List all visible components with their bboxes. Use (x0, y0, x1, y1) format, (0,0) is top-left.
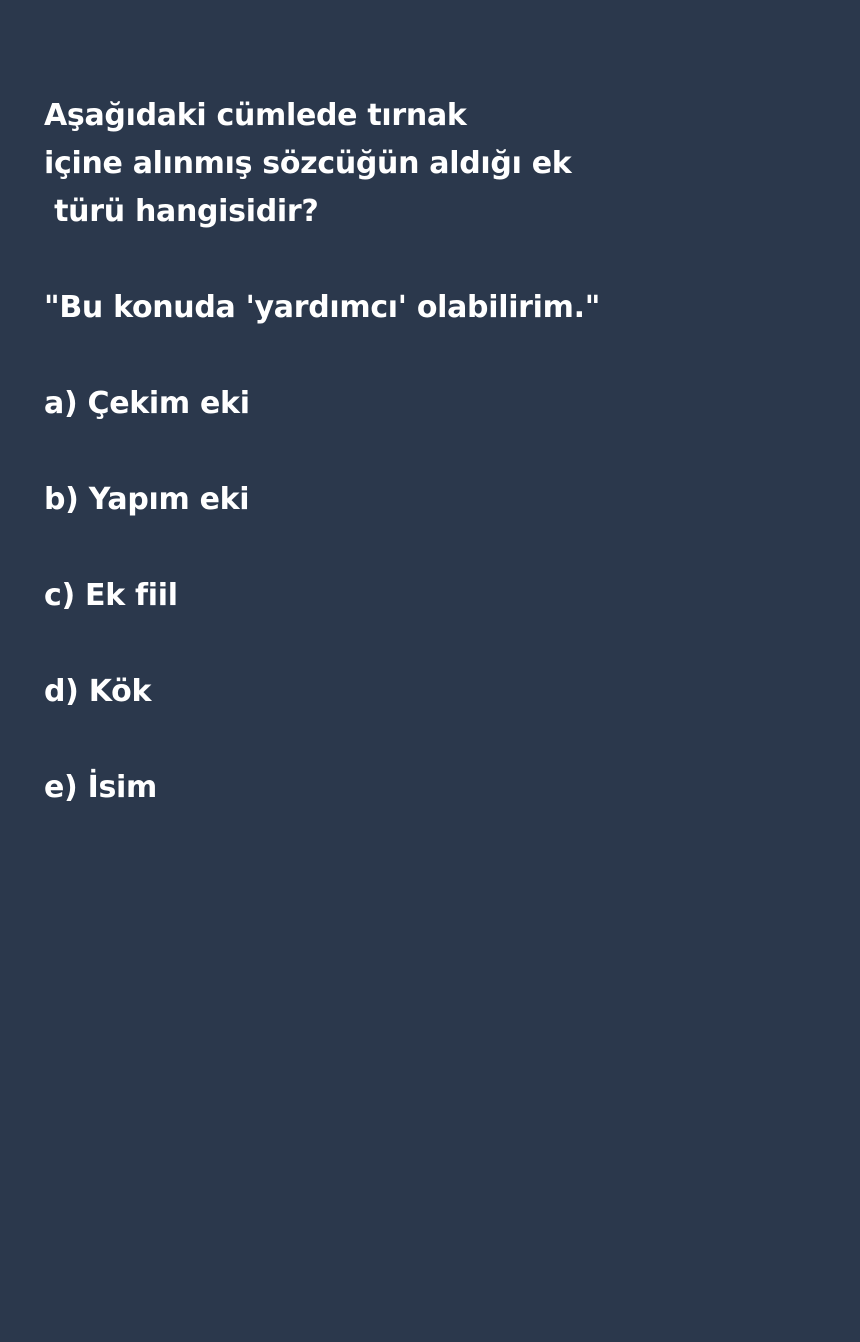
option-e[interactable]: e) İsim (44, 770, 157, 805)
question-line-1: Aşağıdaki cümlede tırnak (44, 98, 467, 133)
question-text (44, 92, 744, 236)
quoted-sentence: "Bu konuda 'yardımcı' olabilirim." (44, 290, 601, 325)
question-line-3: türü hangisidir? (44, 194, 319, 229)
option-c[interactable]: c) Ek fiil (44, 578, 178, 613)
option-a[interactable]: a) Çekim eki (44, 386, 250, 421)
option-d[interactable]: d) Kök (44, 674, 152, 709)
question-line-2: içine alınmış sözcüğün aldığı ek (44, 146, 572, 181)
option-b[interactable]: b) Yapım eki (44, 482, 250, 517)
